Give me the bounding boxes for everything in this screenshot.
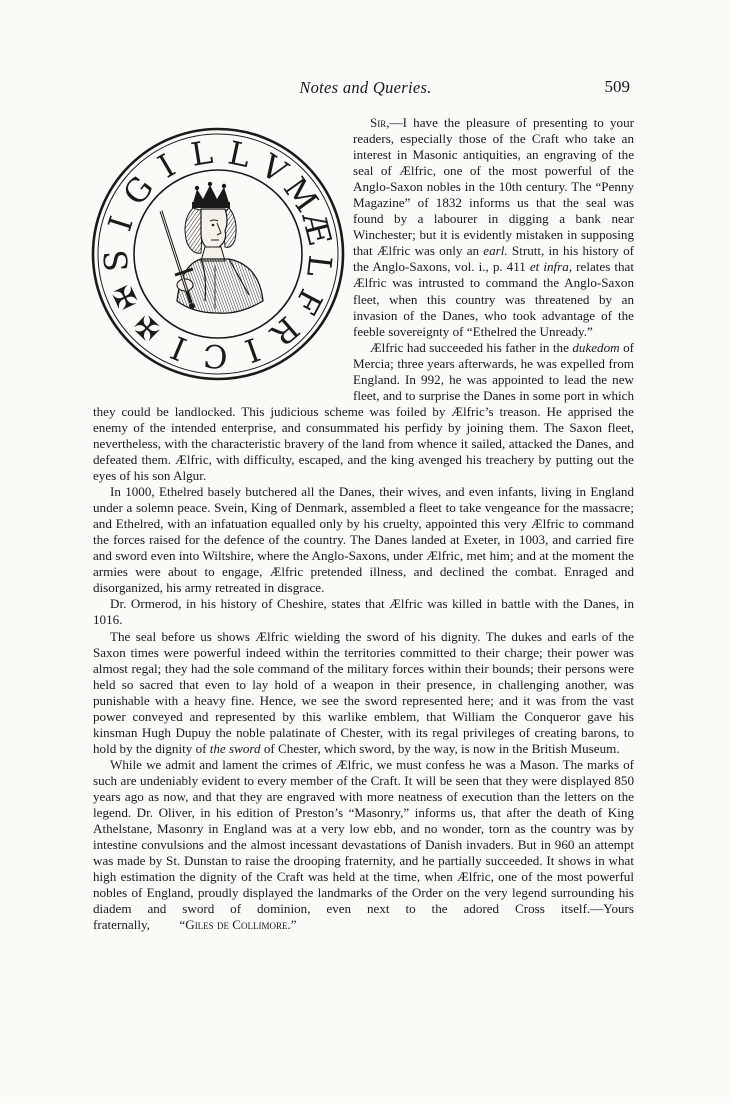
paragraph-5	[93, 629, 634, 757]
seal-legend-letter: Æ	[294, 208, 340, 249]
p6-text: While we admit and lament the crimes of Ælfric, we must confess he was a Mason. The marks of such are undeniably evident to every member of the Craft. It will be seen that they were displayed 850 years ago as now, and that they are engraved with more neatness of execution than the letters on the legend. Dr. Oliver, in his edition of Preston’s “Masonry,” informs us, that after the death of King Athelstane, Masonry in England was at a very low ebb, and no wonder, torn as the country was by intestine convulsions and the almost incessant devastations of Danish invaders. But in 960 an attempt was made by St. Dunstan to raise the drooping fraternity, and he partially succeeded. It shows in what high estimation the dignity of the Craft was held at the time, when Ælfric, one of the most powerful nobles of England, proudly displayed the landmarks of the Order on the very legend surrounding his diadem and sword of dominion, even next to the adored Cross itself.—Yours fraternally,	[93, 756, 634, 933]
p2-text-a: Ælfric had succeeded his father in the	[370, 339, 573, 355]
p2-italic-dukedom: dukedom	[572, 339, 620, 355]
paragraph-6	[93, 757, 634, 934]
seal-legend-letter: G	[115, 168, 162, 213]
seal-legend-letter: V	[253, 146, 294, 191]
seal-legend-letter: I	[240, 329, 265, 371]
p5-text-a: The seal before us shows Ælfric wielding the sword of his dignity. The dukes and earls of the Saxon times were powerful indeed within the territories committed to their charge; their power was almost regal; they had the sole command of the military forces within their bounds; their persons were held so sacred that even to lay hold of a weapon in their presence, in challenging another, was punishable with a heavy fine. Hence, we see the sword represented here; and it was from the vast power conveyed and represented by this warlike emblem, that William the Conqueror gave his kinsman Hugh Dupuy the noble palatinate of Chester, with its regal privileges of creating barons, to hold by the dignity of	[93, 628, 634, 756]
seal-legend-letter: L	[188, 132, 216, 174]
seal-cross-mark: ✠	[127, 307, 168, 348]
seal-legend-letter: F	[286, 283, 331, 321]
seal-of-aelfric-image	[89, 125, 347, 383]
seal-legend-letter: L	[299, 253, 340, 279]
seal-cross-mark: ✠	[105, 279, 146, 315]
running-title: Notes and Queries.	[299, 78, 432, 97]
signature: “Giles de Collimore.”	[179, 917, 297, 933]
seal-legend-letter: S	[96, 248, 136, 273]
article-body	[93, 115, 634, 933]
p1-italic-et-infra: et infra,	[529, 259, 573, 275]
seal-legend-letter: R	[263, 308, 307, 354]
p1-text-b: Strutt, in his history of the Anglo-Saxons, vol. i., p. 411	[353, 243, 634, 275]
seal-engraving	[89, 125, 347, 403]
seal-bust-figure	[177, 182, 263, 313]
page-number: 509	[604, 77, 630, 96]
seal-legend-letter: I	[165, 328, 192, 369]
seal-legend-letter: L	[224, 133, 254, 176]
paragraph-3: In 1000, Ethelred basely butchered all the Danes, their wives, and even infants, living in England under a solemn peace. Svein, King of Denmark, assembled a fleet to take vengeance for the massacre; and Ethelred, with an infatuation equalled only by his cruelty, appointed this very Ælfric to command the forces raised for the defence of the country. The Danes landed at Exeter, in 1003, and carried fire and sword even into Wiltshire, where the Anglo-Saxons, under Ælfric, met him; and at the moment the armies were about to engage, Ælfric pretended illness, and declined the combat. Enraged and disorganized, his army retreated in disgrace.	[93, 484, 634, 596]
page-header	[0, 78, 731, 102]
seal-legend-letter: C	[202, 336, 229, 376]
paragraph-4: Dr. Ormerod, in his history of Cheshire, states that Ælfric was killed in battle with the Danes, in 1016.	[93, 596, 634, 628]
seal-legend-letter: M	[275, 170, 326, 219]
p1-italic-earl: earl.	[483, 243, 508, 259]
p1-text-a: —I have the pleasure of presenting to your readers, especially those of the Craft who take an interest in Masonic antiquities, an engraving of the seal of Ælfric, one of the most powerful of the Anglo-Saxon nobles in the 10th century. The “Penny Magazine” of 1832 informs us that the seal was found by a labourer in digging a bank near Winchester; but it is evidently mistaken in supposing that Ælfric was only an	[353, 115, 634, 259]
seal-legend-letter: I	[151, 146, 182, 186]
p5-italic-the-sword: the sword	[209, 740, 261, 756]
seal-legend-letter: I	[100, 211, 141, 236]
p1-text-c: relates that Ælfric was intrusted to command the Anglo-Saxon fleet, when this country was threatened by an invasion of the Danes, who took advantage of the feeble sovereignty of “Ethelred the Unready.”	[353, 259, 634, 339]
p2-text-b: of Mercia; three years afterwards, he was expelled from England. In 992, he was appointed to lead the new fleet, and to surprise the Danes in some port in which they could be landlocked. This judicious scheme was foiled by Ælfric’s treason. He apprised the enemy of the intended enterprise, and consummated his perfidy by joining them. The Saxon fleet, nevertheless, with the characteristic bravery of the land from whence it sailed, attacked the Danes, and defeated them. Ælfric, with difficulty, escaped, and the king avenged his treachery by putting out the eyes of his son Algur.	[93, 339, 634, 484]
salutation: Sir,	[370, 115, 390, 130]
p5-text-b: of Chester, which sword, by the way, is now in the British Museum.	[260, 740, 620, 756]
